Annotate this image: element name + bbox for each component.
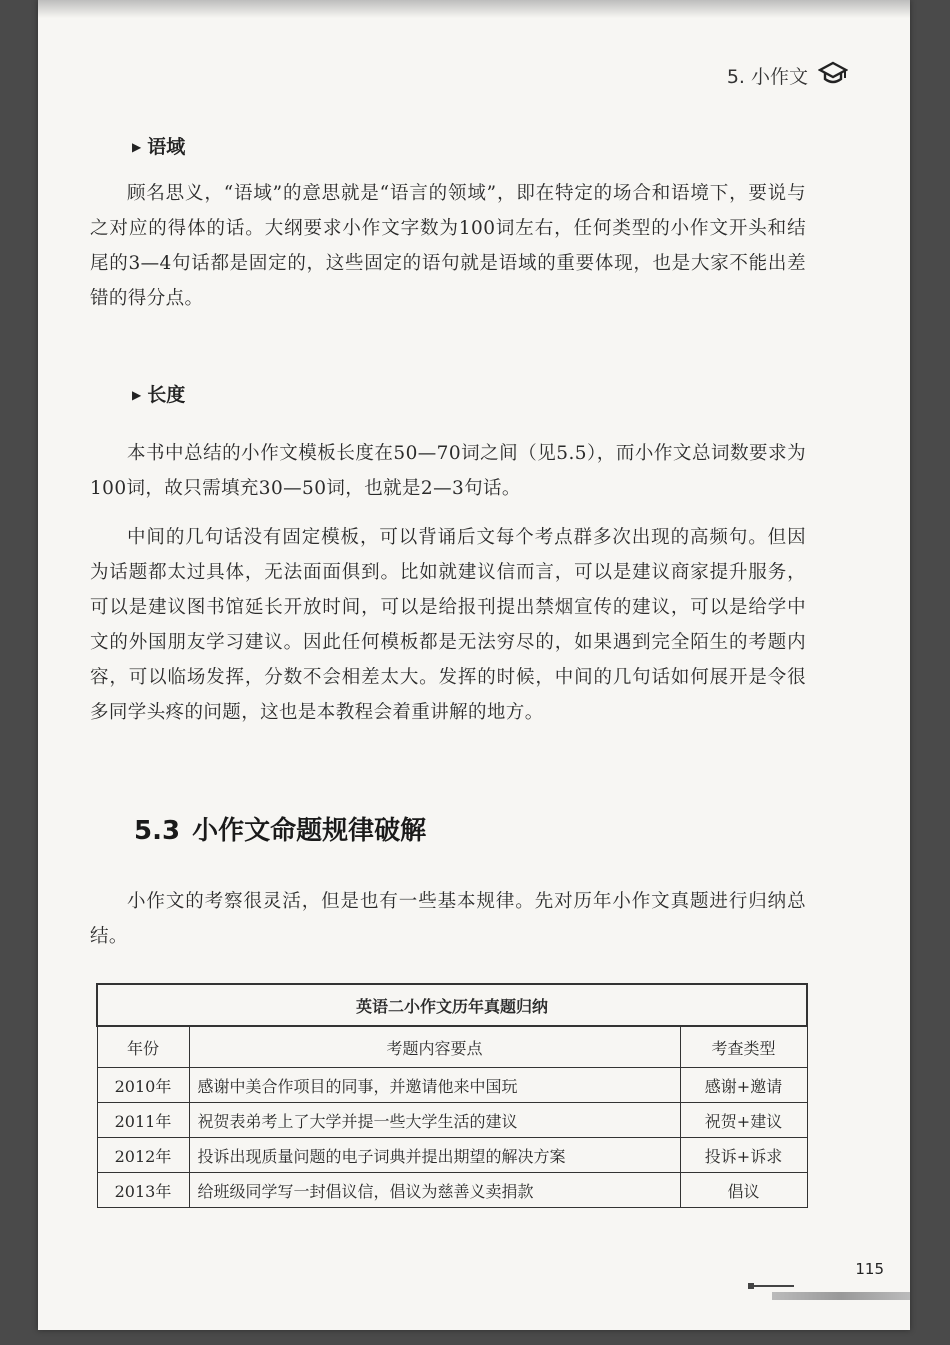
chapter-title: 5. 小作文: [726, 66, 808, 88]
table-row: [97, 1173, 807, 1208]
cell-content: 投诉出现质量问题的电子词典并提出期望的解决方案: [189, 1138, 680, 1173]
header-year: 年份: [97, 1026, 189, 1068]
cell-year: 2010年: [97, 1068, 189, 1103]
cell-type: 祝贺+建议: [680, 1103, 807, 1138]
subhead-length: [132, 380, 185, 407]
footer-bar: [772, 1292, 910, 1300]
subhead-register: [132, 132, 185, 159]
cell-year: 2013年: [97, 1173, 189, 1208]
triangle-bullet-icon: ▶: [132, 388, 142, 402]
table-row: [97, 1068, 807, 1103]
section-number: 5.3: [134, 816, 181, 846]
triangle-bullet-icon: ▶: [132, 140, 142, 154]
section-title-text: 小作文命题规律破解: [192, 816, 427, 846]
cell-type: 倡议: [680, 1173, 807, 1208]
table-row: [97, 1138, 807, 1173]
footer-ornament: [748, 1285, 794, 1287]
register-paragraph: 顾名思义，“语域”的意思就是“语言的领域”，即在特定的场合和语境下，要说与之对应的得体的话。大纲要求小作文字数为100词左右，任何类型的小作文开头和结尾的3—4句话都是固定的，这些固定的语句就是语域的重要体现，也是大家不能出差错的得分点。: [90, 183, 806, 309]
length-paragraph-1: 本书中总结的小作文模板长度在50—70词之间（见5.5），而小作文总词数要求为100词，故只需填充30—50词，也就是2—3句话。: [90, 443, 806, 499]
section-title: [134, 810, 426, 847]
table-row: [97, 1103, 807, 1138]
header-content: 考题内容要点: [189, 1026, 680, 1068]
page-top-shadow: [38, 0, 910, 18]
cell-year: 2011年: [97, 1103, 189, 1138]
cell-type: 投诉+诉求: [680, 1138, 807, 1173]
cell-year: 2012年: [97, 1138, 189, 1173]
exam-summary-table: [96, 983, 808, 1208]
page-number: 115: [855, 1260, 884, 1278]
cell-type: 感谢+邀请: [680, 1068, 807, 1103]
subhead-length-label: 长度: [147, 384, 186, 406]
table-caption: 英语二小作文历年真题归纳: [97, 984, 807, 1026]
graduation-cap-icon: [818, 60, 848, 91]
book-page: [38, 0, 910, 1330]
cell-content: 祝贺表弟考上了大学并提一些大学生活的建议: [189, 1103, 680, 1138]
header-type: 考查类型: [680, 1026, 807, 1068]
chapter-header: [727, 60, 848, 91]
length-paragraph-2: 中间的几句话没有固定模板，可以背诵后文每个考点群多次出现的高频句。但因为话题都太过具体，无法面面俱到。比如就建议信而言，可以是建议商家提升服务，可以是建议图书馆延长开放时间，可以是给报刊提出禁烟宣传的建议，可以是给学中文的外国朋友学习建议。因此任何模板都是无法穷尽的，如果遇到完全陌生的考题内容，可以临场发挥，分数不会相差太大。发挥的时候，中间的几句话如何展开是令很多同学头疼的问题，这也是本教程会着重讲解的地方。: [90, 527, 806, 723]
section-intro: 小作文的考察很灵活，但是也有一些基本规律。先对历年小作文真题进行归纳总结。: [90, 891, 806, 947]
subhead-register-label: 语域: [147, 136, 186, 158]
cell-content: 给班级同学写一封倡议信，倡议为慈善义卖捐款: [189, 1173, 680, 1208]
cell-content: 感谢中美合作项目的同事，并邀请他来中国玩: [189, 1068, 680, 1103]
